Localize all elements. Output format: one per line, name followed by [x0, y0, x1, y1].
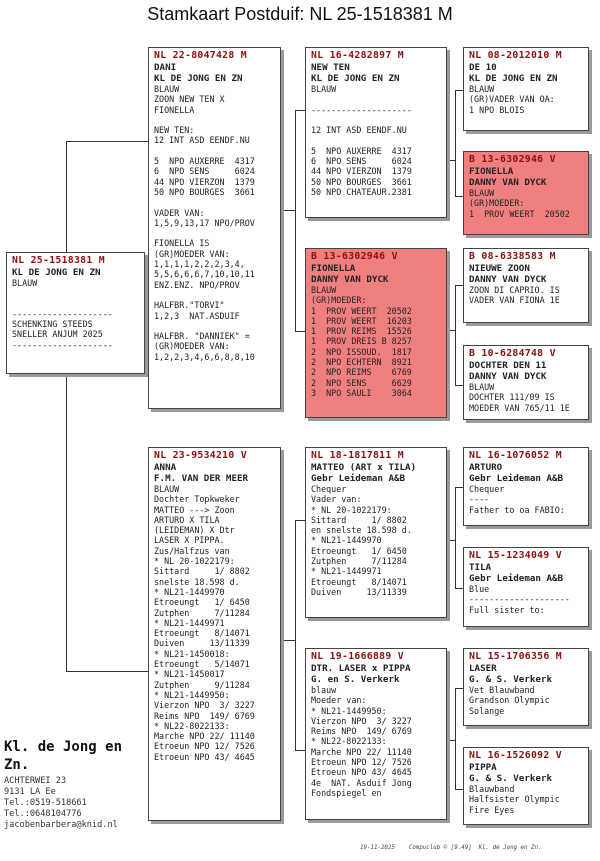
pigeon-name: NEW TEN — [311, 62, 350, 73]
info-line: 1 PROV WEERT 20502 — [311, 305, 412, 316]
info-line: 5 NPO AUXERRE 4317 — [154, 156, 255, 167]
info-line: Marche NPO 22/ 11140 — [311, 746, 412, 757]
info-line: * NL 20-1022179: — [154, 556, 235, 567]
info-line: 2 NPO ISSOUD. 1817 — [311, 346, 412, 357]
info-line — [12, 288, 139, 298]
info-line: (GR)MOEDER: — [469, 198, 525, 209]
connector-line — [447, 330, 455, 331]
info-line: * NL 20-1022179: — [311, 504, 392, 515]
owner-phone-1: Tel.:0519-518661 — [4, 798, 87, 808]
info-line: 6 NPO SENS 6024 — [154, 166, 255, 177]
info-line: * NL22-8022133: — [154, 720, 230, 731]
owner-email[interactable]: jacobenbarbera@knid.nl — [4, 820, 118, 830]
info-line: Zutphen 7/11284 — [311, 556, 407, 567]
connector-line — [455, 688, 463, 689]
pigeon-color: BLAUW — [311, 84, 337, 94]
info-line: * NL21-1450018: — [154, 648, 230, 659]
info-line: Vierzon NPO 3/ 3227 — [154, 700, 255, 711]
info-line: Full sister to: — [469, 604, 545, 615]
connector-line — [447, 540, 455, 541]
info-line — [311, 115, 441, 125]
info-line: Solange — [469, 705, 505, 716]
connector-line — [295, 520, 296, 751]
pigeon-color: blauw — [311, 685, 337, 695]
info-line: LASER X PIPPA. — [154, 535, 225, 546]
connector-line — [455, 487, 456, 589]
pigeon-name: FIONELLA — [469, 166, 514, 177]
info-line: Etroeungt 1/ 6450 — [154, 597, 250, 608]
info-line — [311, 135, 441, 145]
info-line: VADER VAN FIONA 1E — [469, 295, 560, 306]
connector-line — [66, 141, 67, 252]
pigeon-name: ARTURO — [469, 462, 503, 473]
info-line: Reims NPO 149/ 6769 — [311, 726, 412, 737]
info-line: (GR)MOEDER VAN: — [154, 341, 230, 352]
pigeon-name: PIPPA — [469, 762, 497, 773]
info-line: 5 NPO AUXERRE 4317 — [311, 145, 412, 156]
connector-line — [455, 196, 463, 197]
info-line — [154, 321, 275, 331]
connector-line — [281, 210, 295, 211]
pedigree-card-fm-mother — [463, 345, 589, 420]
info-line: -------------------- — [311, 104, 412, 115]
pigeon-name: DOCHTER DEN 11 — [469, 360, 547, 371]
connector-line — [66, 141, 148, 142]
info-line: Etroeun NPO 43/ 4645 — [311, 767, 412, 778]
pigeon-color: Blauwband — [469, 784, 515, 794]
info-line: (LEIDEMAN) X Dtr — [154, 525, 235, 536]
info-line: VADER VAN: — [154, 207, 205, 218]
connector-line — [295, 750, 305, 751]
info-line: 12 INT ASD EENDF.NU — [311, 125, 407, 136]
info-line — [154, 115, 275, 125]
pedigree-card-mother-mother — [305, 648, 447, 820]
info-line: HALFBR."TORVI" — [154, 300, 225, 311]
pedigree-card-father-father — [305, 47, 447, 218]
info-line: 4e NAT. Asduif Jong — [311, 777, 412, 788]
ring-number: NL 16-4282897 M — [311, 50, 404, 61]
breeder-name: DANNY VAN DYCK — [469, 371, 547, 382]
ring-number: NL 16-1526092 V — [469, 750, 562, 761]
pedigree-card-mm-mother — [463, 747, 589, 825]
info-line: snelste 18.598 d. — [154, 576, 240, 587]
ring-number: B 13-6302946 V — [311, 251, 398, 262]
info-line: Duiven 13/11339 — [154, 638, 250, 649]
pedigree-card-bird — [6, 252, 145, 374]
owner-city: 9131 LA Ee — [4, 787, 56, 797]
info-line: * NL21-1449971 — [154, 617, 225, 628]
info-line: 1 NPO BLOIS — [469, 104, 525, 115]
info-line: HALFBR. "DANNIEK" = — [154, 331, 250, 342]
info-line — [12, 299, 139, 309]
breeder-name: F.M. VAN DER MEER — [154, 473, 249, 484]
breeder-name: Gebr Leideman A&B — [311, 473, 406, 484]
info-line: Zutphen 9/11284 — [154, 679, 250, 690]
connector-line — [455, 90, 456, 197]
info-line: * NL21-1449970 — [311, 535, 382, 546]
info-line: -------------------- — [469, 594, 570, 605]
info-line: NEW TEN: — [154, 125, 195, 136]
pigeon-name: DE 10 — [469, 62, 497, 73]
info-line: 1,2,2,3,4,6,6,8,8,10 — [154, 351, 255, 362]
info-line: Zutphen 7/11284 — [154, 607, 250, 618]
ring-number: NL 16-1076052 M — [469, 450, 562, 461]
info-line: 3 NPO SAULI 3064 — [311, 387, 412, 398]
breeder-name: DANNY VAN DYCK — [311, 274, 389, 285]
info-line: Marche NPO 22/ 11140 — [154, 731, 255, 742]
info-line: FIONELLA IS — [154, 238, 210, 249]
connector-line — [455, 285, 463, 286]
info-line: 6 NPO SENS 6024 — [311, 156, 412, 167]
pigeon-name: NIEUWE ZOON — [469, 263, 530, 274]
pigeon-name: MATTEO (ART x TILA) — [311, 462, 417, 473]
ring-number: NL 15-1234049 V — [469, 550, 562, 561]
breeder-name: KL DE JONG EN ZN — [469, 73, 558, 84]
info-line: -------------------- — [12, 308, 113, 319]
info-line: en snelste 18.598 d. — [311, 525, 412, 536]
info-line: Grandson Olympic — [469, 695, 550, 706]
breeder-name: KL DE JONG EN ZN — [311, 73, 400, 84]
info-line: 44 NPO VIERZON 1379 — [311, 166, 412, 177]
pedigree-card-father — [148, 47, 281, 409]
pigeon-color: BLAUW — [469, 382, 495, 392]
info-line: 1 PROV DREIS B 8257 — [311, 336, 412, 347]
ring-number: NL 18-1817811 M — [311, 450, 404, 461]
pigeon-name: DANI — [154, 62, 177, 73]
info-line: 1,2,3 NAT.ASDUIF — [154, 310, 240, 321]
info-line: Etroeun NPO 43/ 4645 — [154, 751, 255, 762]
info-line: * NL21-1449971 — [311, 566, 382, 577]
info-line: Vader van: — [311, 494, 362, 505]
ring-number: NL 25-1518381 M — [12, 255, 105, 266]
info-line — [311, 94, 441, 104]
info-line: Vierzon NPO 3/ 3227 — [311, 715, 412, 726]
connector-line — [447, 160, 455, 161]
info-line: Fire Eyes — [469, 804, 515, 815]
pigeon-color: BLAUW — [154, 484, 180, 494]
pedigree-card-fm-father — [463, 248, 589, 323]
connector-line — [66, 671, 148, 672]
info-line: Halfsister Olympic — [469, 794, 560, 805]
info-line: ENZ.ENZ. NPO/PROV — [154, 279, 240, 290]
info-line: (GR)VADER VAN OA: — [469, 94, 555, 105]
info-line: 1 PROV WEERT 20502 — [469, 208, 570, 219]
info-line: -------------------- — [12, 339, 113, 350]
pedigree-card-mother — [148, 447, 281, 821]
info-line — [154, 290, 275, 300]
ring-number: NL 08-2012010 M — [469, 50, 562, 61]
breeder-name: G. & S. Verkerk — [469, 674, 552, 685]
connector-line — [455, 487, 463, 488]
info-line: 2 NPO ECHTERN 8921 — [311, 357, 412, 368]
info-line: 1,1,1,1,2,2,2,3,4, — [154, 259, 245, 270]
info-line: Sittard 1/ 8802 — [311, 514, 407, 525]
info-line — [154, 146, 275, 156]
info-line: Father to oa FABIO: — [469, 504, 565, 515]
pigeon-color: BLAUW — [311, 285, 337, 295]
info-line: * NL21-1449970 — [154, 586, 225, 597]
info-line: 1,5,9,13,17 NPO/PROV — [154, 217, 255, 228]
page-title: Stamkaart Postduif: NL 25-1518381 M — [147, 4, 453, 24]
info-line: Moeder van: — [311, 695, 367, 706]
info-line: Etroeun NPO 12/ 7526 — [154, 741, 255, 752]
info-line: 50 NPO BOURGES 3661 — [154, 186, 255, 197]
owner-name: Kl. de Jong en Zn. — [4, 739, 123, 773]
pigeon-color: BLAUW — [469, 84, 495, 94]
ring-number: NL 19-1666889 V — [311, 651, 404, 662]
connector-line — [295, 331, 305, 332]
connector-line — [66, 373, 67, 672]
info-line: FIONELLA — [154, 104, 195, 115]
connector-line — [447, 740, 455, 741]
info-line: 12 INT ASD EENDF.NU — [154, 135, 250, 146]
ring-number: NL 23-9534210 V — [154, 450, 247, 461]
info-line: 2 NPO REIMS 6769 — [311, 367, 412, 378]
breeder-name: Gebr Leideman A&B — [469, 573, 564, 584]
breeder-name: KL DE JONG EN ZN — [12, 267, 101, 278]
pigeon-color: Vet Blauwband — [469, 685, 535, 695]
info-line — [154, 228, 275, 238]
info-line: MATTEO ---> Zoon — [154, 504, 235, 515]
pigeon-name: DTR. LASER x PIPPA — [311, 663, 411, 674]
info-line: 44 NPO VIERZON 1379 — [154, 176, 255, 187]
info-line: 1 PROV WEERT 16203 — [311, 315, 412, 326]
info-line: * NL21-1449950: — [154, 689, 230, 700]
breeder-name: G. en S. Verkerk — [311, 674, 400, 685]
ring-number: NL 15-1706356 M — [469, 651, 562, 662]
connector-line — [455, 90, 463, 91]
connector-line — [455, 385, 463, 386]
info-line: MOEDER VAN 765/11 1E — [469, 402, 570, 413]
pedigree-card-ff-mother — [463, 151, 589, 235]
owner-address: ACHTERWEI 23 — [4, 776, 67, 786]
pedigree-card-mother-father — [305, 447, 447, 618]
info-line: 1 PROV REIMS 15526 — [311, 326, 412, 337]
connector-line — [295, 520, 305, 521]
info-line: SNELLER ANJUM 2025 — [12, 329, 103, 340]
info-line: Reims NPO 149/ 6769 — [154, 710, 255, 721]
info-line: ARTURO X TILA — [154, 514, 220, 525]
info-line: (GR)MOEDER VAN: — [154, 248, 230, 259]
info-line: Zus/Halfzus van — [154, 545, 230, 556]
pedigree-card-father-mother — [305, 248, 447, 418]
info-line: Dochter Topkweker — [154, 494, 240, 505]
breeder-name: KL DE JONG EN ZN — [154, 73, 243, 84]
connector-line — [455, 588, 463, 589]
pedigree-card-mm-father — [463, 648, 589, 726]
info-line: Duiven 13/11339 — [311, 586, 407, 597]
connector-line — [455, 688, 456, 790]
info-line: Etroeun NPO 12/ 7526 — [311, 757, 412, 768]
info-line: 50 NPO BOURGES 3661 — [311, 176, 412, 187]
pigeon-color: Chequer — [469, 484, 505, 494]
breeder-name: Gebr Leideman A&B — [469, 473, 564, 484]
connector-line — [295, 110, 296, 332]
info-line: Etroeungt 8/14071 — [311, 576, 407, 587]
connector-line — [455, 789, 463, 790]
info-line: ---- — [469, 494, 490, 505]
info-line: * NL21-1450017 — [154, 669, 225, 680]
ring-number: B 08-6338583 M — [469, 251, 556, 262]
pigeon-color: BLAUW — [154, 84, 180, 94]
info-line: 5,5,6,6,6,7,10,10,11 — [154, 269, 255, 280]
info-line: ZOON DI CAPRIO. IS — [469, 285, 560, 295]
pigeon-color: BLAUW — [12, 278, 38, 288]
breeder-name: DANNY VAN DYCK — [469, 274, 547, 285]
owner-phone-2: Tel.:0648104776 — [4, 809, 82, 819]
ring-number: NL 22-8047428 M — [154, 50, 247, 61]
footer-credit: 19-11-2025 Compuclub © [9.49] Kl. de Jong en Zn. — [360, 845, 542, 851]
info-line: * NL22-8022133: — [311, 736, 387, 747]
owner-block — [4, 738, 144, 831]
ring-number: B 13-6302946 V — [469, 154, 556, 165]
connector-line — [455, 285, 456, 386]
info-line: (GR)MOEDER: — [311, 295, 367, 306]
pedigree-card-mf-mother — [463, 547, 589, 627]
connector-line — [295, 110, 305, 111]
breeder-name: G. & S. Verkerk — [469, 773, 552, 784]
info-line: DOCHTER 111/09 IS — [469, 392, 555, 403]
info-line: Etroeungt 1/ 6450 — [311, 545, 407, 556]
ring-number: B 10-6284748 V — [469, 348, 556, 359]
pigeon-name: LASER — [469, 663, 497, 674]
info-line: 50 NPO CHATEAUR.2381 — [311, 186, 412, 197]
pigeon-color: Blue — [469, 584, 490, 594]
pigeon-name: FIONELLA — [311, 263, 356, 274]
info-line: Etroeungt 5/14071 — [154, 659, 250, 670]
pedigree-card-mf-father — [463, 447, 589, 526]
info-line: SCHENKING STEEDS — [12, 319, 93, 330]
pigeon-color: BLAUW — [469, 188, 495, 198]
info-line — [154, 197, 275, 207]
info-line: Sittard 1/ 8802 — [154, 566, 250, 577]
pigeon-color: Chequer — [311, 484, 347, 494]
pigeon-name: ANNA — [154, 462, 177, 473]
info-line: Fondspiegel en — [311, 787, 382, 798]
info-line: Etroeungt 8/14071 — [154, 628, 250, 639]
pedigree-card-ff-father — [463, 47, 589, 131]
connector-line — [281, 640, 295, 641]
info-line: * NL21-1449950: — [311, 705, 387, 716]
breeder-name: DANNY VAN DYCK — [469, 177, 547, 188]
info-line: ZOON NEW TEN X — [154, 94, 225, 105]
pigeon-name: TILA — [469, 562, 492, 573]
info-line: 2 NPO SENS 6629 — [311, 377, 412, 388]
